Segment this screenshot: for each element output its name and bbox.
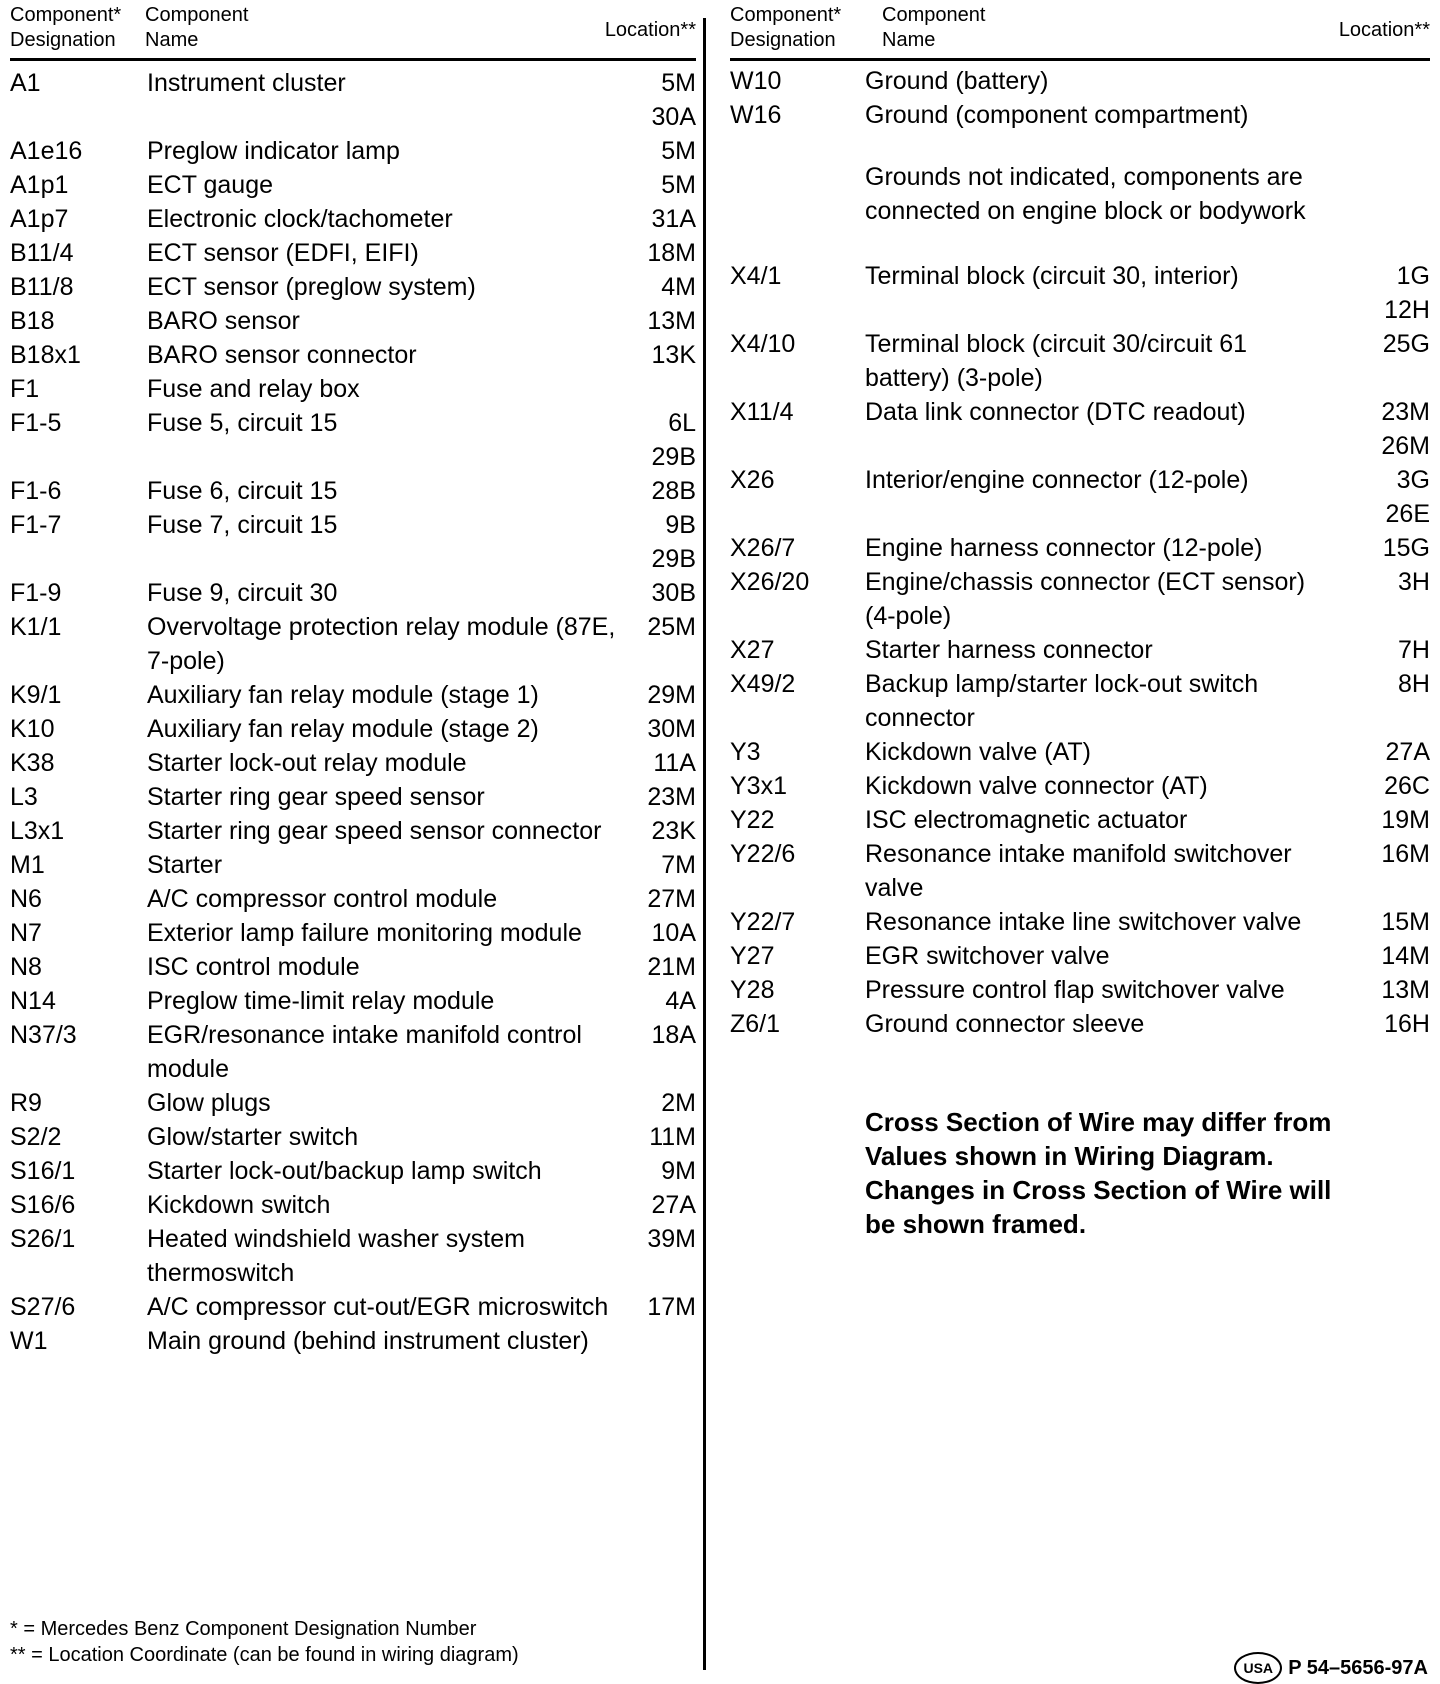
location-coordinate: 13M xyxy=(1381,976,1430,1004)
component-name: Resonance intake line switchover valve xyxy=(865,908,1302,936)
component-name: Starter lock-out/backup lamp switch xyxy=(147,1157,542,1185)
component-name: Starter harness connector xyxy=(865,636,1153,664)
component-row xyxy=(10,712,696,746)
component-name: Starter ring gear speed sensor xyxy=(147,783,485,811)
component-row xyxy=(10,474,696,508)
location-coordinate: 25M xyxy=(647,613,696,641)
component-name: ECT sensor (preglow system) xyxy=(147,273,476,301)
location-coordinate: 14M xyxy=(1381,942,1430,970)
location-coordinate: 5M xyxy=(661,137,696,165)
component-name: BARO sensor xyxy=(147,307,300,335)
header-name-line2: Name xyxy=(145,29,199,51)
component-row xyxy=(10,678,696,712)
component-row xyxy=(10,338,696,372)
component-locations xyxy=(647,780,696,814)
location-coordinate: 3G xyxy=(1396,466,1430,494)
component-locations xyxy=(661,134,696,168)
component-designation: K10 xyxy=(10,715,55,743)
location-coordinate: 30M xyxy=(647,715,696,743)
location-coordinate: 21M xyxy=(647,953,696,981)
component-name: Fuse 6, circuit 15 xyxy=(147,477,338,505)
location-coordinate: 39M xyxy=(647,1225,696,1253)
component-locations xyxy=(1381,973,1430,1007)
component-designation: K1/1 xyxy=(10,613,62,641)
component-locations xyxy=(1398,633,1430,667)
location-coordinate: 30B xyxy=(651,579,696,607)
component-row xyxy=(730,463,1430,531)
component-name: ISC control module xyxy=(147,953,360,981)
component-designation: F1-6 xyxy=(10,477,62,505)
component-name: Heated windshield washer system thermoswitch xyxy=(147,1225,525,1287)
component-designation: W1 xyxy=(10,1327,48,1355)
component-designation: X26/20 xyxy=(730,568,810,596)
location-coordinate: 29B xyxy=(651,443,696,471)
component-designation: Y22/6 xyxy=(730,840,796,868)
left-component-list xyxy=(10,66,696,1358)
location-coordinate: 15M xyxy=(1381,908,1430,936)
component-name: ECT gauge xyxy=(147,171,274,199)
component-row xyxy=(730,565,1430,633)
location-coordinate: 29M xyxy=(647,681,696,709)
component-locations xyxy=(647,236,696,270)
footnote-star: * = Mercedes Benz Component Designation Number xyxy=(10,1618,477,1640)
component-locations xyxy=(647,610,696,644)
component-designation: N6 xyxy=(10,885,42,913)
location-coordinate: 27A xyxy=(1385,738,1430,766)
location-coordinate: 5M xyxy=(661,171,696,199)
component-name: Starter xyxy=(147,851,223,879)
component-locations xyxy=(649,1120,696,1154)
location-coordinate: 23M xyxy=(1381,398,1430,426)
component-row xyxy=(10,270,696,304)
component-row xyxy=(730,667,1430,735)
component-designation: Y22/7 xyxy=(730,908,796,936)
component-name: EGR/resonance intake manifold control module xyxy=(147,1021,582,1083)
location-coordinate: 16H xyxy=(1384,1010,1430,1038)
component-name: Glow/starter switch xyxy=(147,1123,359,1151)
header-designation-line2: Designation xyxy=(730,29,836,51)
component-designation: X4/10 xyxy=(730,330,796,358)
component-row xyxy=(10,746,696,780)
component-name: Kickdown valve connector (AT) xyxy=(865,772,1208,800)
component-designation: Y3x1 xyxy=(730,772,787,800)
component-locations xyxy=(647,882,696,916)
component-row xyxy=(10,1188,696,1222)
right-component-list-top xyxy=(730,64,1430,132)
location-coordinate: 23K xyxy=(651,817,696,845)
wire-note-1: Cross Section of Wire may differ from Values shown in Wiring Diagram. xyxy=(865,1107,1332,1171)
footnote-double-star: ** = Location Coordinate (can be found in wiring diagram) xyxy=(10,1644,519,1666)
component-designation: N7 xyxy=(10,919,42,947)
component-locations xyxy=(1398,565,1430,599)
component-name: Fuse 7, circuit 15 xyxy=(147,511,338,539)
right-component-list xyxy=(730,259,1430,1041)
component-row xyxy=(10,304,696,338)
component-row xyxy=(10,984,696,1018)
location-coordinate: 18A xyxy=(651,1021,696,1049)
component-name: A/C compressor cut-out/EGR microswitch xyxy=(147,1293,609,1321)
component-designation: F1-9 xyxy=(10,579,62,607)
component-designation: X49/2 xyxy=(730,670,796,698)
component-row xyxy=(730,939,1430,973)
component-locations xyxy=(1384,1007,1430,1041)
component-name: BARO sensor connector xyxy=(147,341,417,369)
component-designation: W10 xyxy=(730,67,782,95)
component-designation: K38 xyxy=(10,749,55,777)
component-row xyxy=(10,1120,696,1154)
component-designation: B11/8 xyxy=(10,273,74,301)
location-coordinate: 7H xyxy=(1398,636,1430,664)
component-name: Kickdown switch xyxy=(147,1191,331,1219)
component-name: Starter ring gear speed sensor connector xyxy=(147,817,602,845)
component-designation: Z6/1 xyxy=(730,1010,781,1038)
component-name: Instrument cluster xyxy=(147,69,346,97)
location-coordinate: 31A xyxy=(651,205,696,233)
location-coordinate: 11A xyxy=(653,749,696,777)
component-row xyxy=(730,837,1430,905)
component-name: Preglow indicator lamp xyxy=(147,137,400,165)
component-name: Resonance intake manifold switchover valve xyxy=(865,840,1292,902)
component-row xyxy=(10,780,696,814)
component-locations xyxy=(652,406,696,474)
component-locations xyxy=(665,984,696,1018)
component-locations xyxy=(647,1290,696,1324)
component-name: Glow plugs xyxy=(147,1089,271,1117)
location-coordinate: 26M xyxy=(1381,432,1430,460)
component-designation: N37/3 xyxy=(10,1021,77,1049)
component-name: Interior/engine connector (12-pole) xyxy=(865,466,1249,494)
location-coordinate: 10A xyxy=(651,919,696,947)
component-row xyxy=(10,406,696,474)
location-coordinate: 13M xyxy=(647,307,696,335)
component-locations xyxy=(1381,395,1430,463)
component-name: Ground connector sleeve xyxy=(865,1010,1145,1038)
component-row xyxy=(730,769,1430,803)
location-coordinate: 1G xyxy=(1396,262,1430,290)
location-coordinate: 25G xyxy=(1382,330,1430,358)
component-row xyxy=(10,508,696,576)
location-coordinate: 11M xyxy=(649,1123,696,1151)
component-row xyxy=(10,1324,696,1358)
component-row xyxy=(730,259,1430,327)
component-name: Auxiliary fan relay module (stage 1) xyxy=(147,681,539,709)
component-row xyxy=(10,882,696,916)
component-locations xyxy=(652,1188,696,1222)
component-locations xyxy=(661,1154,696,1188)
component-row xyxy=(730,1007,1430,1041)
location-coordinate: 9B xyxy=(665,511,696,539)
component-locations xyxy=(647,304,696,338)
component-designation: S2/2 xyxy=(10,1123,62,1151)
component-row xyxy=(10,372,696,406)
component-designation: X4/1 xyxy=(730,262,782,290)
component-row xyxy=(730,531,1430,565)
component-row xyxy=(10,1086,696,1120)
component-locations xyxy=(652,202,696,236)
component-designation: F1-5 xyxy=(10,409,62,437)
component-row xyxy=(10,1018,696,1086)
component-designation: Y3 xyxy=(730,738,761,766)
component-designation: B11/4 xyxy=(10,239,74,267)
location-coordinate: 26E xyxy=(1385,500,1430,528)
component-locations xyxy=(1381,905,1430,939)
component-row xyxy=(730,735,1430,769)
header-designation-line1: Component* xyxy=(10,4,122,26)
component-name: Auxiliary fan relay module (stage 2) xyxy=(147,715,539,743)
component-row xyxy=(730,327,1430,395)
component-row xyxy=(10,916,696,950)
component-designation: W16 xyxy=(730,101,782,129)
usa-badge: USA xyxy=(1234,1652,1282,1684)
reference-code: P 54–5656-97A xyxy=(1288,1656,1428,1679)
component-designation: A1e16 xyxy=(10,137,83,165)
component-designation: X26/7 xyxy=(730,534,796,562)
location-coordinate: 27A xyxy=(651,1191,696,1219)
component-name: ISC electromagnetic actuator xyxy=(865,806,1188,834)
header-designation-line2: Designation xyxy=(10,29,116,51)
component-designation: S16/6 xyxy=(10,1191,76,1219)
component-name: A/C compressor control module xyxy=(147,885,498,913)
component-row xyxy=(10,950,696,984)
component-row xyxy=(730,803,1430,837)
component-name: Ground (battery) xyxy=(865,67,1049,95)
component-locations xyxy=(647,678,696,712)
component-locations xyxy=(1398,667,1430,701)
component-locations xyxy=(661,168,696,202)
location-coordinate: 16M xyxy=(1381,840,1430,868)
location-coordinate: 17M xyxy=(647,1293,696,1321)
component-name: Fuse 9, circuit 30 xyxy=(147,579,338,607)
header-location: Location** xyxy=(1338,19,1430,41)
component-name: Pressure control flap switchover valve xyxy=(865,976,1285,1004)
component-locations xyxy=(1381,939,1430,973)
component-designation: S26/1 xyxy=(10,1225,76,1253)
component-row xyxy=(730,633,1430,667)
component-row xyxy=(730,64,1430,98)
component-locations xyxy=(647,950,696,984)
header-location: Location** xyxy=(604,19,696,41)
component-locations xyxy=(653,746,696,780)
component-name: Terminal block (circuit 30, interior) xyxy=(865,262,1239,290)
component-designation: X27 xyxy=(730,636,775,664)
component-locations xyxy=(647,1222,696,1256)
component-designation: Y28 xyxy=(730,976,775,1004)
component-row xyxy=(730,905,1430,939)
component-designation: A1p7 xyxy=(10,205,69,233)
component-locations xyxy=(652,1018,696,1052)
header-name-line1: Component xyxy=(145,4,249,26)
location-coordinate: 5M xyxy=(661,69,696,97)
component-locations xyxy=(661,848,696,882)
component-designation: M1 xyxy=(10,851,45,879)
component-locations xyxy=(1386,463,1430,531)
component-designation: N8 xyxy=(10,953,42,981)
component-row xyxy=(10,610,696,678)
location-coordinate: 15G xyxy=(1382,534,1430,562)
component-name: Main ground (behind instrument cluster) xyxy=(147,1327,589,1355)
component-name: Preglow time-limit relay module xyxy=(147,987,495,1015)
component-designation: K9/1 xyxy=(10,681,62,709)
location-coordinate: 27M xyxy=(647,885,696,913)
component-row xyxy=(730,395,1430,463)
component-name: Fuse and relay box xyxy=(147,375,360,403)
component-designation: F1-7 xyxy=(10,511,62,539)
component-name: Terminal block (circuit 30/circuit 61 battery) (3-pole) xyxy=(865,330,1248,392)
location-coordinate: 18M xyxy=(647,239,696,267)
location-coordinate: 23M xyxy=(647,783,696,811)
component-row xyxy=(10,202,696,236)
component-designation: Y22 xyxy=(730,806,775,834)
component-designation: Y27 xyxy=(730,942,775,970)
location-coordinate: 26C xyxy=(1384,772,1430,800)
component-name: Fuse 5, circuit 15 xyxy=(147,409,338,437)
location-coordinate: 7M xyxy=(661,851,696,879)
column-divider xyxy=(703,18,706,1670)
component-locations xyxy=(1383,531,1430,565)
component-name: Starter lock-out relay module xyxy=(147,749,467,777)
component-locations xyxy=(652,916,696,950)
location-coordinate: 30A xyxy=(651,103,696,131)
component-row xyxy=(730,973,1430,1007)
component-locations xyxy=(1386,735,1430,769)
right-column xyxy=(730,0,1430,1241)
component-row xyxy=(730,98,1430,132)
component-designation: B18x1 xyxy=(10,341,81,369)
component-designation: S16/1 xyxy=(10,1157,76,1185)
component-designation: A1p1 xyxy=(10,171,69,199)
location-coordinate: 2M xyxy=(661,1089,696,1117)
grounds-note: Grounds not indicated, components are connected on engine block or bodywork xyxy=(865,163,1306,225)
location-coordinate: 28B xyxy=(651,477,696,505)
left-column xyxy=(10,0,696,1358)
component-name: Overvoltage protection relay module (87E, 7-pole) xyxy=(147,613,616,675)
location-coordinate: 8H xyxy=(1398,670,1430,698)
component-name: Electronic clock/tachometer xyxy=(147,205,453,233)
component-row xyxy=(10,1154,696,1188)
location-coordinate: 12H xyxy=(1384,296,1430,324)
header-name-line1: Component xyxy=(882,4,986,26)
component-locations xyxy=(661,1086,696,1120)
component-name: Kickdown valve (AT) xyxy=(865,738,1091,766)
component-designation: S27/6 xyxy=(10,1293,76,1321)
component-row xyxy=(10,1222,696,1290)
component-locations xyxy=(652,576,696,610)
component-locations xyxy=(652,814,696,848)
component-row xyxy=(10,66,696,134)
component-designation: X26 xyxy=(730,466,775,494)
component-name: Backup lamp/starter lock-out switch connector xyxy=(865,670,1259,732)
wire-note-2: Changes in Cross Section of Wire will be shown framed. xyxy=(865,1175,1332,1239)
left-header xyxy=(10,0,696,61)
component-designation: L3x1 xyxy=(10,817,65,845)
component-name: Exterior lamp failure monitoring module xyxy=(147,919,582,947)
component-row xyxy=(10,848,696,882)
location-coordinate: 3H xyxy=(1398,568,1430,596)
component-locations xyxy=(1381,803,1430,837)
component-row xyxy=(10,168,696,202)
location-coordinate: 4A xyxy=(665,987,696,1015)
component-name: EGR switchover valve xyxy=(865,942,1110,970)
header-designation-line1: Component* xyxy=(730,4,842,26)
component-designation: X11/4 xyxy=(730,398,794,426)
location-coordinate: 19M xyxy=(1381,806,1430,834)
component-locations xyxy=(1384,259,1430,327)
component-designation: L3 xyxy=(10,783,38,811)
component-locations xyxy=(661,270,696,304)
right-header xyxy=(730,0,1430,61)
footnotes xyxy=(10,1616,519,1668)
location-coordinate: 29B xyxy=(651,545,696,573)
component-locations xyxy=(1383,327,1430,361)
location-coordinate: 13K xyxy=(651,341,696,369)
component-designation: B18 xyxy=(10,307,55,335)
component-designation: A1 xyxy=(10,69,41,97)
component-locations xyxy=(1381,837,1430,871)
location-coordinate: 9M xyxy=(661,1157,696,1185)
component-designation: N14 xyxy=(10,987,56,1015)
component-locations xyxy=(652,66,696,134)
location-coordinate: 4M xyxy=(661,273,696,301)
component-name: Engine/chassis connector (ECT sensor) (4-pole) xyxy=(865,568,1306,630)
header-name-line2: Name xyxy=(882,29,936,51)
component-designation: F1 xyxy=(10,375,40,403)
component-row xyxy=(10,814,696,848)
component-locations xyxy=(652,508,696,576)
component-locations xyxy=(1384,769,1430,803)
component-row xyxy=(10,236,696,270)
component-locations xyxy=(647,712,696,746)
component-name: ECT sensor (EDFI, EIFI) xyxy=(147,239,419,267)
component-locations xyxy=(652,338,696,372)
component-name: Engine harness connector (12-pole) xyxy=(865,534,1263,562)
document-reference xyxy=(1234,1652,1428,1684)
component-name: Data link connector (DTC readout) xyxy=(865,398,1246,426)
component-name: Ground (component compartment) xyxy=(865,101,1249,129)
location-coordinate: 6L xyxy=(668,409,696,437)
component-row xyxy=(10,576,696,610)
component-locations xyxy=(652,474,696,508)
component-row xyxy=(10,134,696,168)
component-row xyxy=(10,1290,696,1324)
component-designation: R9 xyxy=(10,1089,42,1117)
